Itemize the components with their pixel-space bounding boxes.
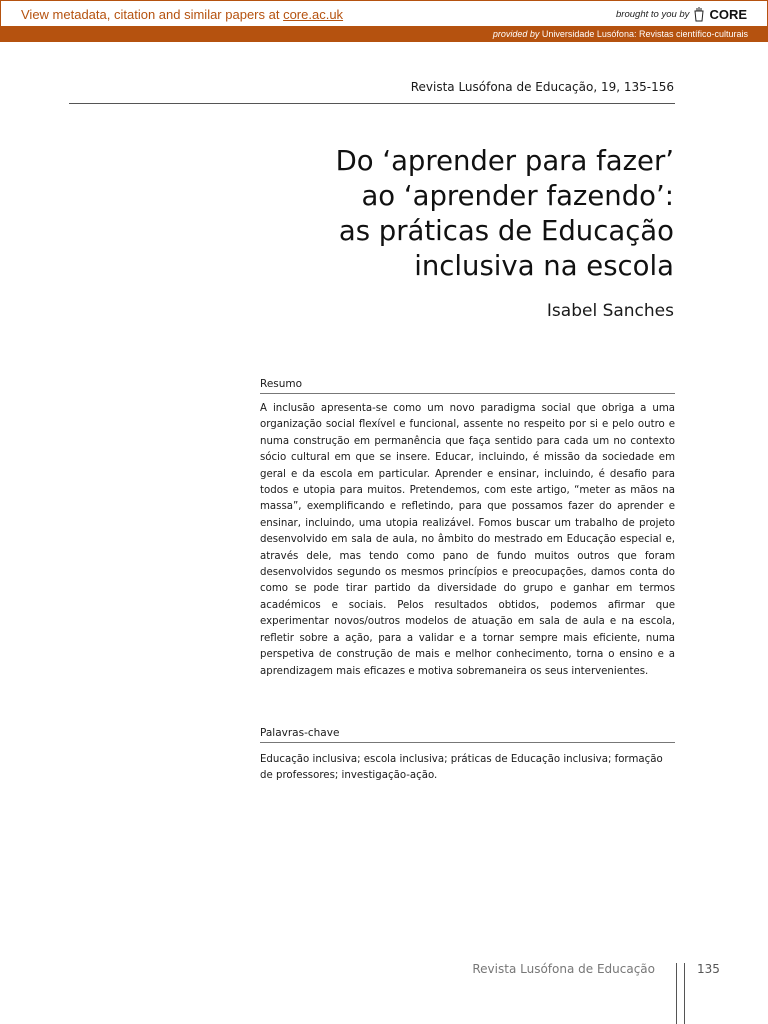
core-brought-by[interactable]: [616, 5, 747, 23]
core-link-domain: core.ac.uk: [283, 7, 344, 22]
core-logo-icon: [693, 6, 705, 22]
title-line: ao ‘aprender fazendo’:: [361, 180, 674, 212]
footer-divider-right: [684, 963, 685, 1024]
abstract-label: Resumo: [260, 378, 303, 390]
footer-journal-name: Revista Lusófona de Educação: [472, 962, 655, 976]
keywords-text: Educação inclusiva; escola inclusiva; práticas de Educação inclusiva; formação de professores; investigação-ação.: [260, 754, 663, 782]
keywords-label: Palavras-chave: [260, 727, 340, 739]
provided-by-bar: [0, 27, 768, 42]
footer-divider-left: [676, 963, 677, 1024]
provided-by-label: provided by: [492, 29, 540, 39]
keywords-divider: [260, 742, 675, 743]
title-line: as práticas de Educação: [338, 215, 674, 247]
core-name: CORE: [709, 6, 747, 22]
abstract-divider: [260, 393, 675, 394]
journal-reference: Revista Lusófona de Educação, 19, 135-156: [410, 80, 674, 94]
title-line: inclusiva na escola: [414, 250, 674, 282]
core-link-prefix: View metadata, citation and similar papers at: [21, 7, 284, 22]
abstract-text: A inclusão apresenta-se como um novo paradigma social que obriga a uma organização social flexível e funcional, assente no respeito por si e pelo outro e numa construção em permanência que faça sentido para cada um no contexto sócio cultural em que se insere. Educar, incluindo, é missão da sociedade em geral e da escola em particular. Aprender e ensinar, incluindo, é desafio para todos e utopia para muitos. Pretendemos, com este artigo, “meter as mãos na massa”, exemplificando e refletindo, para que possamos fazer do aprender e ensinar, incluindo, uma utopia realizável. Fomos buscar um trabalho de projeto desenvolvido em sala de aula, no âmbito do mestrado em Educação especial e, através dele, mas tendo como pano de fundo muitos outros que foram desenvolvidos segundo os mesmos princípios e preocupações, damos conta do como se pode tirar partido da diversidade do grupo e ganhar em termos académicos e sociais. Pelos resultados obtidos, podemos afirmar que experimentar novos/outros modelos de atuação em sala de aula e na escola, refletir sobre a ação, para a validar e a tornar sempre mais eficiente, numa perspetiva de construção de mais e melhor conhecimento, torna o ensino e a aprendizagem mais eficazes e motiva sobremaneira os seus intervenientes.: [260, 403, 675, 677]
article-title: [154, 144, 674, 284]
core-banner: [0, 0, 768, 27]
header-divider: [69, 103, 675, 104]
provider-link[interactable]: Universidade Lusófona: Revistas científico-culturais: [541, 29, 748, 39]
brought-to-you-by-text: brought to you by: [616, 8, 690, 20]
article-author: Isabel Sanches: [546, 301, 674, 321]
page-number: 135: [697, 962, 720, 976]
title-line: Do ‘aprender para fazer’: [335, 145, 674, 177]
core-metadata-link[interactable]: [21, 7, 343, 22]
